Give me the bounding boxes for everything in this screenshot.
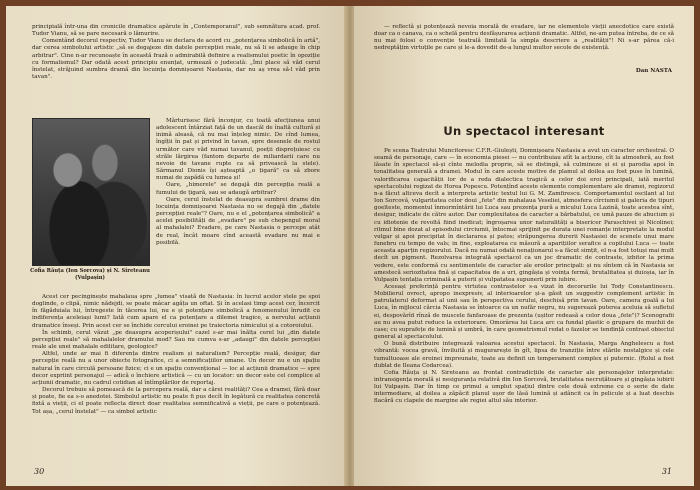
paragraph: Altfel, unde ar mai fi diferența dintre realism și naturalism? Percepție reală, desigur, dar percepție reală nu a unor obiecte fotografice, ci a semnificațiilor umane. Un decor nu e un spațiu natural în care circulă persoane fizice; ci e un spațiu convențional — loc al acțiunii dramatice — spre decor expriint personajul — adică o închiere artistică — cu un locator: un decor este cel complice al acțiunii dramatic, nu cadrul cotidian al întîmplărilor de reportaj. bbox=[32, 351, 320, 386]
paragraph: Cofia Răuța și N. Sireteanu au frontat contradicțiile de caracter ale personajelor interpretate: intransigența morală și nesiguranța relativă din Ion Sorcovă, brutalitatea necruțătoare și gingășia iubirii lui Vulpașin. Dar în timp ce primul a umplut spațiul dintre cele două extreme cu o serie de date intermediare, al doilea a zăpăcit planul ușor de lăsă lumină și adâncit ca în pelicule și a luat deschis flacără cu clapele de margine ale regiei altul său interior. bbox=[374, 369, 674, 405]
right-top-text bbox=[374, 24, 674, 53]
paragraph: Comentând decorul respectiv, Tudor Vianu se declara de acord cu „potențarea simbolică în artă", dar cerea simbolului artistic „să se degajeze din datele percepției reale, nu să li se adauge în chip arbitrar". Cine n-ar recunoaște în această frază o admirabilă definire a realismului poetic în opoziție cu formalismul? Dar odată acest principiu enunțat, urmează o judecată: „Îmi place să văd cerul înstelat, străjuind sumbra dramă din locuința domnișoarei Nastasia, dar nu aș vrea să-l văd prin tavan". bbox=[32, 38, 320, 81]
left-side-text bbox=[156, 118, 320, 247]
left-bottom-text bbox=[32, 294, 320, 416]
paragraph: Oare, „himerele" se degajă din percepția reală a fumului de țigară, sau se adaugă arbitrar? bbox=[156, 182, 320, 196]
author-signature: Dan NASTA bbox=[635, 68, 672, 74]
left-top-text bbox=[32, 24, 320, 81]
paragraph: Decorul trebuie să pomească de la percepera reală, dar a cărei realități? Cea a dramei, fără doar și poate, fie ea s-o anedotei. Simbolul artistic nu poate fi pus decît în legătură cu realitatea concretă fixtă a vieții, ci el poate reflecta direct doar realitatea semnificativă a vieții, pe care o potențează. Tot așa, „cerul înstelat" — ca simbol artistic bbox=[32, 387, 320, 415]
left-page bbox=[6, 6, 346, 486]
paragraph: Mărturisesc fără înconjur, cu toată afecțiunea unui adolescent întârziat față de un dascăl de înaltă cultură și inimă aleasă, că nu mai înțeleg nimic. De cînd lumea, îngîții în pat și privind în tavan, spre desenele de rostul următor care văd numai tavanul, poeții disprețuiesc cu străle lărgirea (fantom departe de miliardarii care nu nevoie de tavane rupte ca să privească la stele). Sărmanul Dionis își așteaptă „o țigară" ca să zbore numai de zapădă cu lumea și! bbox=[156, 118, 320, 182]
paragraph: O bună distribuire integrează valoarea acestui spectacol. În Nastasia, Marga Anghelescu a fost vibrantă: vocea gravă, înviluită și mugurarește în gît, lipsa de tranziție între stările nostalgice și cele tumultuoase ale eroinei impreunate, toate au definit un temperament complex și puternic. (Rolul a fost dublat de Ileana Codarcea). bbox=[374, 341, 674, 369]
right-body-text bbox=[374, 148, 674, 406]
paragraph: — reflectă și potențează nevoia morală de evadare, iar ne elementele vieții anecdotice care există doar ca o canava, ca o schelă pentru desfășurarea acțiunii dramatic. Altfel, ne-am putea întreba, de ce să nu mai folosi o convenție teatrală limitată la simpla descriere a „realității"! Ni s-ar părea că-i nedreptățim virtuțile pe care și le-a dovedit de-a lungul multor secole de existență. bbox=[374, 24, 674, 52]
page-number-left: 30 bbox=[34, 467, 45, 476]
photo-caption: Cofia Răuța (Ion Sorcova) și N. Sireteanu (Vulpașin) bbox=[30, 268, 150, 281]
article-headline: Un spectacol interesant bbox=[443, 124, 605, 138]
paragraph: Aceeași preferință pentru virtutea contrastelor s-a vizat în decorurile lui Tody Constantinescu. Mobilierul ovrect, apropo inexpresiv, al interioarelor și-a găsit un suggestiv complement artistic în patrulaterul deformat al unii sau în perspectiva cerului, deschisă prin tavan. Oare, camera goală a lui Luca, în mijlocul cărcia Nastasia se întoarce ca un nufăr negru, nu sugerează puterea aceluia să sufletul ei, despovărîd rînză de muscele fanfaroase de prezenta (ușitor redeasă a celor doua „fete")? Scenografii au nu avea putut reduce la exteriorare. Omorârea lui Luca arc ca fundal plastic o grupare de muchii de case; cu suprafețe de lumină și umbră, în care geometrismul redat o fazelor se tendință contrast obiectul general al spectacolului. bbox=[374, 283, 674, 341]
actors-photo bbox=[32, 118, 150, 266]
paragraph: principială într-una din cronicile dramatice apărute în „Contemporanul", sub semnătura acad. prof. Tudor Vianu, să se pare necesară o lămurire. bbox=[32, 24, 320, 38]
paragraph: Pe scena Teatrului Muncitoresc C.F.R.-Giulești, Domnișoara Nastasia a avut un caracter orchestral. O seamă de personaje, care — în economia piesei — nu contribuiau atît la acțiune, cît la atmosferă, au fost lăsate în spectacol să-și cînte melodia proprie, să se distingă, să culmineze și ei și parodia apoi în tonalitatea generală a dramei. Modul în care aceste motive de plamul al doilea au fost puse în lumină, valorificarea capacității lor de a reda dialectica tragică a celor doi eroi principali, iată meritul spectacolului regizat de Horea Popescu. Potențînd aceste elemente complementare ale dramei, regizorul n-a făcut altceva decît a interpreta artistic textul lui G. M. Zamfirescu. Comportamentul oscilant al lui Ion Sorcovă, vulgaritatea celor doui „fete" din mahalaua Veseliei, atmosfera cîrciumii și galeria de tipuri goelteste, momentul înmormîntării lui Luca sau prezența pură a micului Luca Lazină, toate acestea sînt, desigur, indicate de către autor. Dar complexitatea de caracter a bărbatului, ce umă pauze de abucium și cu idiotenie de revoltă fiind inedicat; îngroșarea unor naturalități a bisericer Paraschivei și Nicolinei; ritmul bine dozat al episodului circiumii, întocmai sprijinit pe durata unei romanțe interpretate la modul vulgar și apoi precipitat în declararea și patos; străpungerea durerii Nastasiei de scenele unui mare funebru cu tempo de vals; in fine, exploatarea cu măsură a aparițiilor serafice a copilului Luca — toate aceasta aparțin regizorului. Dacă nu numai odată nenaționarul s-a făcut simțit, el n-a fost totuși mai mult decît un pigment. Rezolvarea integrală spectacol ca un joc dramatic de contraste, izbitor la prima vedere, este conformă cu sentimentele de caracter ale eroilor principali: și nu sîntem că în Nastasia se amestecă seriozitatea fină și capacitatea de a uri, gingășia și voința fermă, brutalitatea și duioșia, iar în Vulpașin tentația criminală a puterii și vulpatatea supunerii prin iubire. bbox=[374, 148, 674, 283]
paragraph: Oare, cerul înstelat de deasupra sumbrei drame din locuința domnișoarei Nastasia nu se degajă din „datele percepției reale"? Oare, nu e el „potențarea simbolică" a acelei posibilități de „evadare" pe sub chepengul moral al mahalalei? Evadare, pe care Nastasia o percepe atât de real, încât moare cînd această evadare nu mai e posibilă. bbox=[156, 196, 320, 246]
right-page bbox=[354, 6, 694, 486]
magazine-spread bbox=[6, 6, 694, 486]
paragraph: Acest cer pecinginește mahalaua spre „lumea" visată de Nastasia: în lucrul acelor stele pe spoi doglinde, o clipă, nimic nădejdi, se poate mâcar agăța un oftat. Și în acelasi timp acest cer, încercit în făgăduiala lui, întregeste în tăcerea lui, nu e și potențare simbolică a fenomenului înrudit cu indiferența aceleiași lumi? Iată cum apare el ca potențare a dilemei tragice, a nervului acțiunii dramatice înseși. Prin acest cer se închide cercului eroinei pe traiectoria nimicului și a cotoroiului. bbox=[32, 294, 320, 329]
page-number-right: 31 bbox=[661, 467, 672, 476]
paragraph: În schimb, cerul văzut „pe deasupra acoperișului" cazel s-ar mai înălța cerel lui „din datele percepției reale" să mahalalelor dramului mod? Sau nu cumva s-ar „adaugi" din datele percepției reale ale unei mahalale edilitare, geologice? bbox=[32, 329, 320, 351]
